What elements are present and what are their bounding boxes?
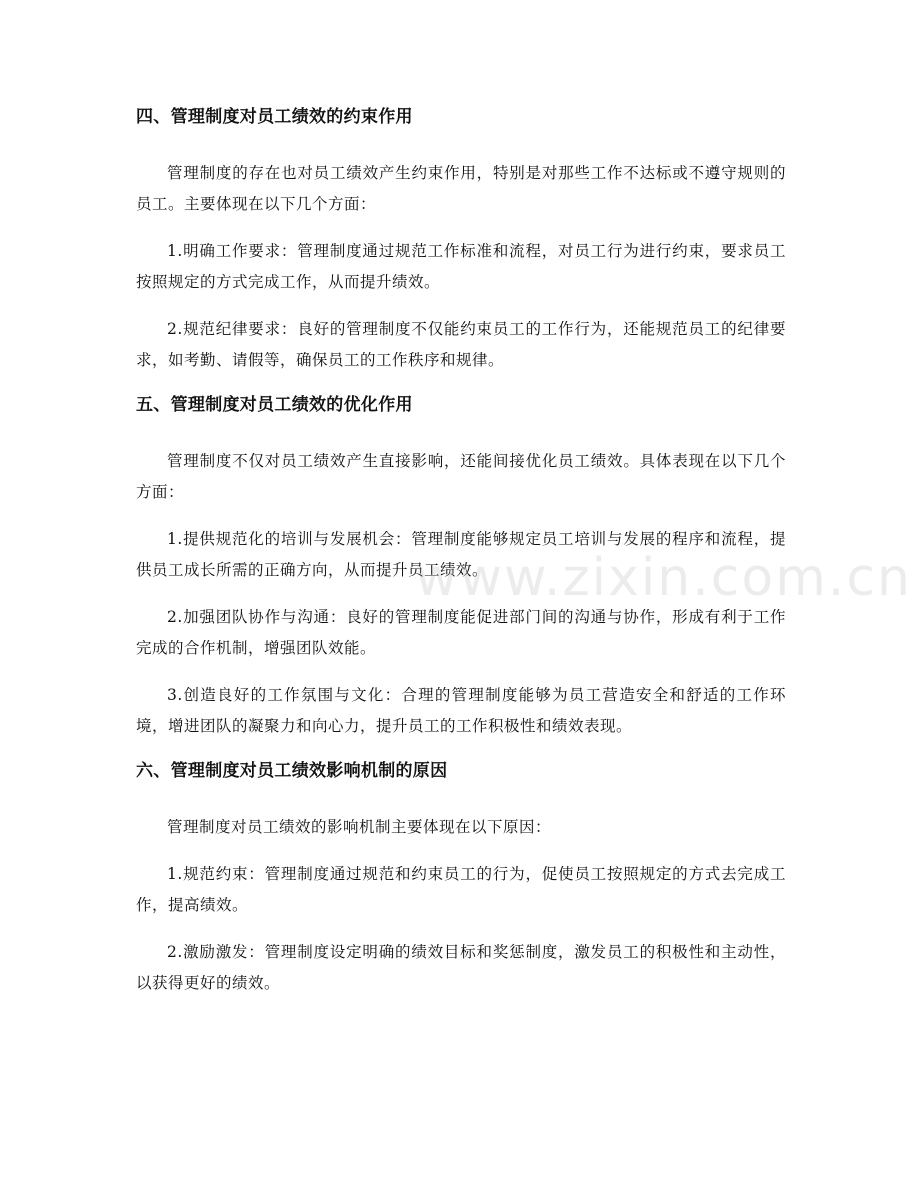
paragraph: 1.规范约束：管理制度通过规范和约束员工的行为，促使员工按照规定的方式去完成工作，提高绩效。: [136, 865, 786, 914]
paragraph: 2.规范纪律要求：良好的管理制度不仅能约束员工的工作行为，还能规范员工的纪律要求，如考勤、请假等，确保员工的工作秩序和规律。: [136, 320, 786, 369]
paragraph: 2.加强团队协作与沟通：良好的管理制度能促进部门间的沟通与协作，形成有利于工作完成的合作机制，增强团队效能。: [136, 608, 786, 657]
section-constraint: [136, 104, 786, 376]
paragraph: 管理制度不仅对员工绩效产生直接影响，还能间接优化员工绩效。具体表现在以下几个方面：: [136, 452, 786, 501]
paragraph: 2.激励激发：管理制度设定明确的绩效目标和奖惩制度，激发员工的积极性和主动性，以获得更好的绩效。: [136, 943, 786, 992]
section-optimization: [136, 392, 786, 742]
paragraph: 1.明确工作要求：管理制度通过规范工作标准和流程，对员工行为进行约束，要求员工按照规定的方式完成工作，从而提升绩效。: [136, 242, 786, 291]
section-mechanism-reasons: [136, 758, 786, 999]
paragraph: 1.提供规范化的培训与发展机会：管理制度能够规定员工培训与发展的程序和流程，提供员工成长所需的正确方向，从而提升员工绩效。: [136, 530, 786, 579]
section-heading: 四、管理制度对员工绩效的约束作用: [136, 107, 413, 127]
paragraph: 3.创造良好的工作氛围与文化：合理的管理制度能够为员工营造安全和舒适的工作环境，增进团队的凝聚力和向心力，提升员工的工作积极性和绩效表现。: [136, 686, 786, 735]
document-page: [136, 104, 786, 1015]
paragraph: 管理制度的存在也对员工绩效产生约束作用，特别是对那些工作不达标或不遵守规则的员工。主要体现在以下几个方面：: [136, 164, 786, 213]
paragraph: 管理制度对员工绩效的影响机制主要体现在以下原因：: [167, 818, 552, 836]
watermark: www.zixin.com.cn: [415, 548, 912, 608]
section-heading: 六、管理制度对员工绩效影响机制的原因: [136, 761, 448, 781]
section-heading: 五、管理制度对员工绩效的优化作用: [136, 395, 413, 415]
